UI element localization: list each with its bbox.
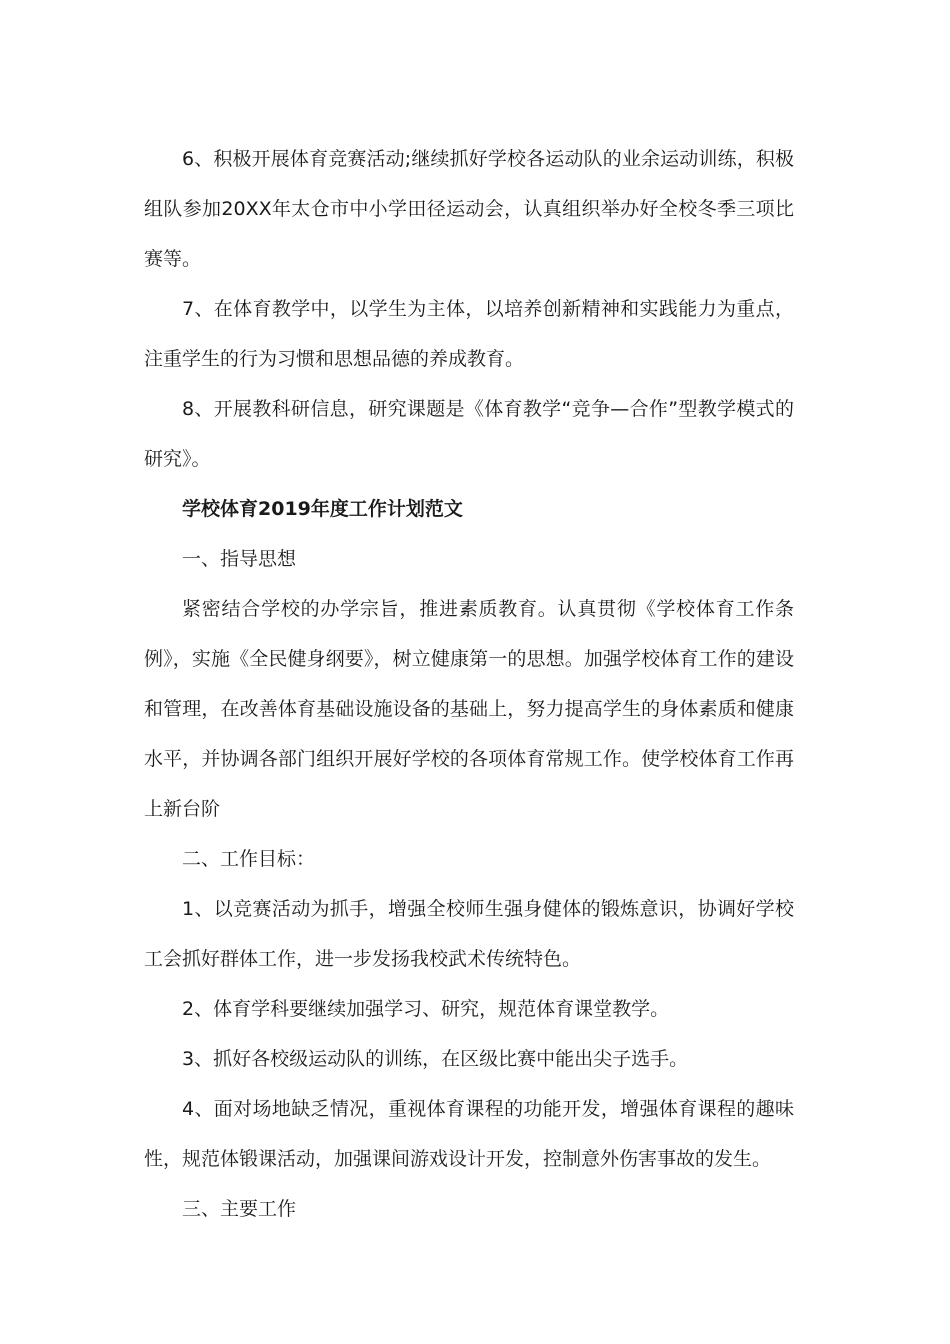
- paragraph-item-6: 6、积极开展体育竞赛活动;继续抓好学校各运动队的业余运动训练，积极组队参加20XX年太仓市中小学田径运动会，认真组织举办好全校冬季三项比赛等。: [144, 148, 794, 270]
- paragraph-item-7: 7、在体育教学中，以学生为主体，以培养创新精神和实践能力为重点，注重学生的行为习惯和思想品德的养成教育。: [144, 298, 794, 370]
- goal-item-1: 1、以竞赛活动为抓手，增强全校师生强身健体的锻炼意识，协调好学校工会抓好群体工作，进一步发扬我校武术传统特色。: [144, 898, 794, 970]
- heading-work-goals: 二、工作目标：: [182, 848, 316, 870]
- document-body: [144, 134, 794, 1234]
- goal-item-2: 2、体育学科要继续加强学习、研究，规范体育课堂教学。: [182, 998, 670, 1020]
- section-title: 学校体育2019年度工作计划范文: [182, 498, 463, 520]
- goal-item-4: 4、面对场地缺乏情况，重视体育课程的功能开发，增强体育课程的趣味性，规范体锻课活动，加强课间游戏设计开发，控制意外伤害事故的发生。: [144, 1098, 794, 1170]
- heading-main-work: 三、主要工作: [182, 1198, 297, 1220]
- heading-guiding-ideology: 一、指导思想: [182, 548, 297, 570]
- paragraph-item-8: 8、开展教科研信息，研究课题是《体育教学“竞争—合作”型教学模式的研究》。: [144, 398, 794, 470]
- paragraph-guiding-ideology: 紧密结合学校的办学宗旨，推进素质教育。认真贯彻《学校体育工作条例》，实施《全民健身纲要》，树立健康第一的思想。加强学校体育工作的建设和管理，在改善体育基础设施设备的基础上，努力提高学生的身体素质和健康水平，并协调各部门组织开展好学校的各项体育常规工作。使学校体育工作再上新台阶: [144, 598, 794, 820]
- goal-item-3: 3、抓好各校级运动队的训练，在区级比赛中能出尖子选手。: [182, 1048, 689, 1070]
